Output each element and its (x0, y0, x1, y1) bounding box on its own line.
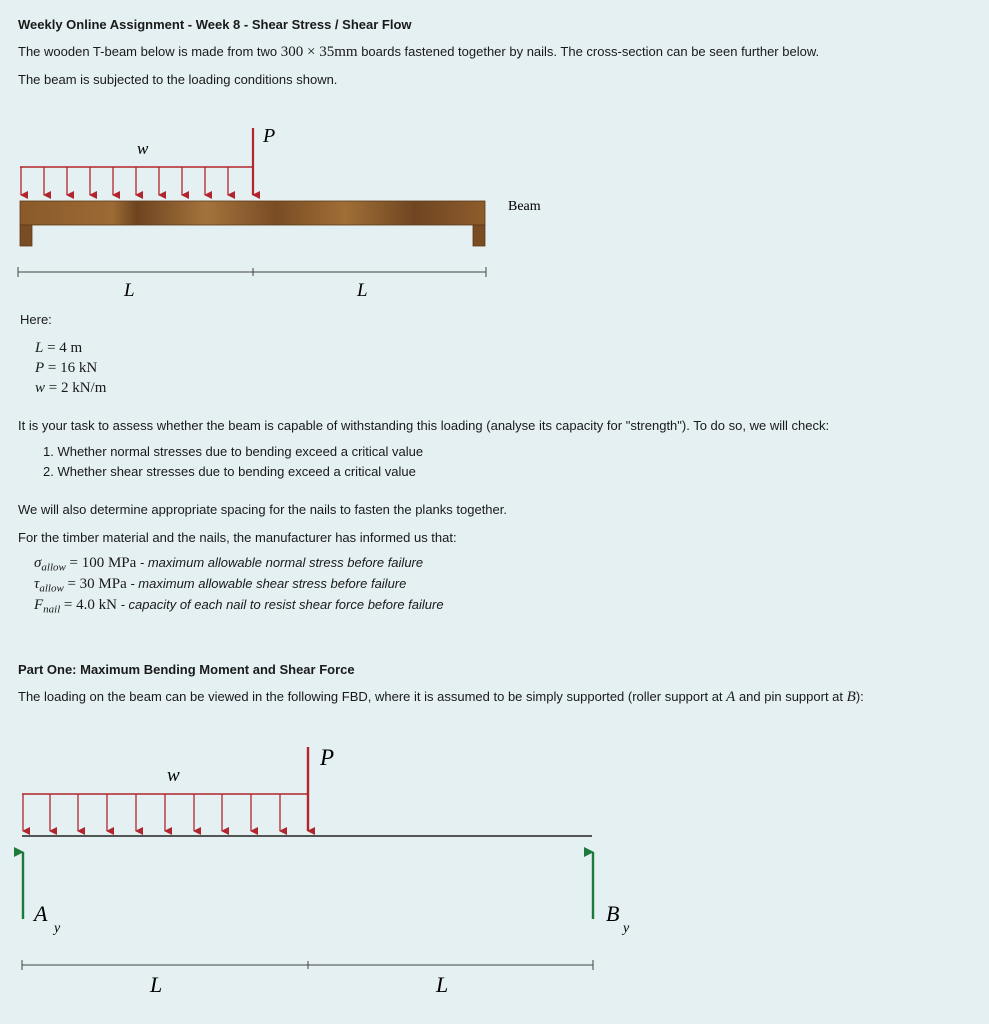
dimension-line (18, 267, 486, 277)
ay-label: A (34, 901, 48, 926)
nails-paragraph: We will also determine appropriate spacing for the nails to fasten the planks together. (18, 502, 507, 517)
f-nail-row: $F_{nail} = 4.0$ kN - capacity of each nail to resist shear force before failure (34, 597, 444, 616)
allowable-limits (34, 555, 444, 618)
w-label: w (137, 139, 149, 158)
given-values (35, 338, 106, 398)
intro-paragraph-2: The beam is subjected to the loading conditions shown. (18, 72, 338, 87)
fbd-udl-arrows (23, 794, 280, 831)
sigma-allow-row: $\sigma_{allow} = 100$ MPa - maximum allowable normal stress before failure (34, 555, 424, 574)
fbd-figure (0, 735, 630, 1005)
wooden-beam (20, 201, 485, 225)
given-heading: Here: (20, 312, 52, 327)
given-w: w = 2 kN/m (35, 380, 107, 396)
fbd-dimension-line (22, 960, 593, 970)
page-title: Weekly Online Assignment - Week 8 - Shear Stress / Shear Flow (18, 17, 412, 32)
fbd-w-label: w (167, 765, 180, 786)
check-item: 2. Whether shear stresses due to bending exceed a critical value (43, 464, 416, 479)
given-l: L = 4 m (35, 340, 83, 356)
tau-allow-row: $\tau_{allow} = 30$ MPa - maximum allowable shear stress before failure (34, 576, 407, 595)
beam-figure (0, 115, 600, 305)
udl-arrows (21, 167, 228, 195)
ay-subscript: y (54, 921, 61, 936)
intro-text-before: The wooden T-beam below is made from two (18, 44, 281, 59)
manufacturer-paragraph: For the timber material and the nails, the manufacturer has informed us that: (18, 530, 457, 545)
check-list (43, 444, 423, 484)
part-one-paragraph: The loading on the beam can be viewed in the following FBD, where it is assumed to be simply supported (roller support at A and pin support at B): (18, 689, 864, 705)
p-label: P (263, 125, 276, 147)
intro-paragraph-1 (18, 44, 819, 60)
fbd-span-label-left: L (150, 972, 163, 997)
fbd-p-label: P (320, 745, 335, 770)
by-label: B (606, 901, 620, 926)
task-paragraph: It is your task to assess whether the beam is capable of withstanding this loading (analyse its capacity for "strength"). To do so, we will check: (18, 418, 830, 433)
fbd-span-label-right: L (436, 972, 449, 997)
given-p: P = 16 kN (35, 360, 98, 376)
intro-text-after: boards fastened together by nails. The cross-section can be seen further below. (357, 44, 820, 59)
check-item: 1. Whether normal stresses due to bending exceed a critical value (43, 444, 424, 459)
part-one-heading: Part One: Maximum Bending Moment and Shear Force (18, 662, 355, 677)
span-label-left: L (124, 280, 135, 301)
span-label-right: L (357, 280, 368, 301)
board-dimension: 300 × 35mm (280, 44, 358, 60)
by-subscript: y (623, 921, 630, 936)
beam-label: Beam (508, 199, 541, 214)
left-support-post (20, 225, 32, 246)
right-support-post (473, 225, 485, 246)
